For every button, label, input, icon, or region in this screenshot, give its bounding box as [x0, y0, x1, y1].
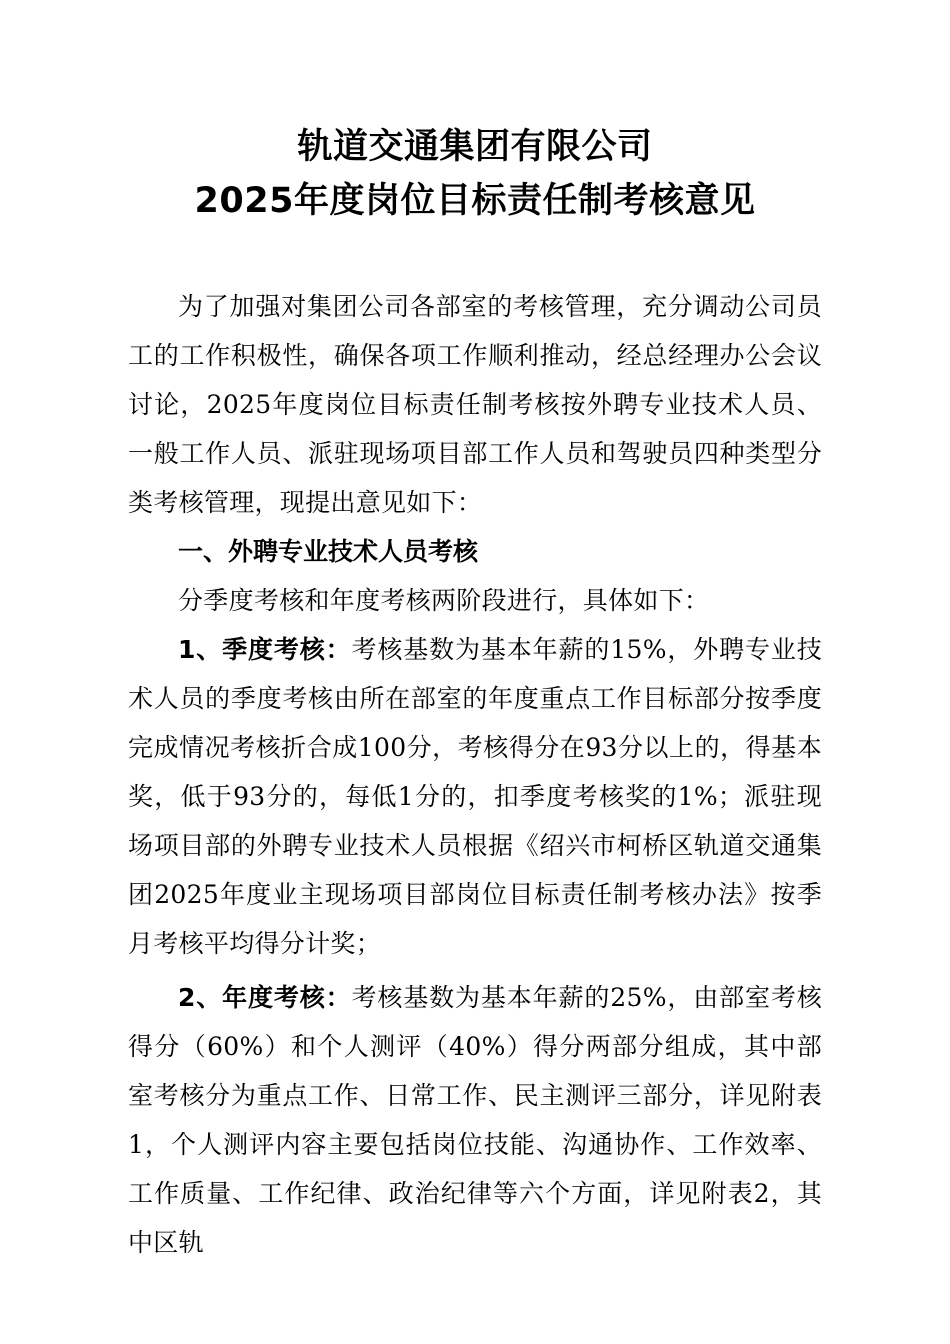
document-title-line1: 轨道交通集团有限公司	[297, 127, 653, 167]
document-title-line2: 2025年度岗位目标责任制考核意见	[194, 181, 756, 221]
item1-paragraph	[128, 625, 822, 968]
section1-intro: 分季度考核和年度考核两阶段进行，具体如下：	[178, 586, 710, 615]
item2-lead: 2、年度考核：	[178, 983, 352, 1012]
item1-lead: 1、季度考核：	[178, 635, 352, 664]
title-block	[128, 120, 822, 228]
item2-paragraph	[128, 973, 822, 1267]
item1-text: 考核基数为基本年薪的15%，外聘专业技术人员的季度考核由所在部室的年度重点工作目标部分按季度完成情况考核折合成100分，考核得分在93分以上的，得基本奖，低于93分的，每低1分的，扣季度考核奖的1%；派驻现场项目部的外聘专业技术人员根据《绍兴市柯桥区轨道交通集团2025年度业主现场项目部岗位目标责任制考核办法》按季月考核平均得分计奖；	[128, 635, 822, 958]
section1-heading: 一、外聘专业技术人员考核	[178, 537, 479, 566]
intro-paragraph: 为了加强对集团公司各部室的考核管理，充分调动公司员工的工作积极性，确保各项工作顺利推动，经总经理办公会议讨论，2025年度岗位目标责任制考核按外聘专业技术人员、一般工作人员、派驻现场项目部工作人员和驾驶员四种类型分类考核管理，现提出意见如下：	[128, 292, 822, 517]
item2-text: 考核基数为基本年薪的25%，由部室考核得分（60%）和个人测评（40%）得分两部分组成，其中部室考核分为重点工作、日常工作、民主测评三部分，详见附表1，个人测评内容主要包括岗位技能、沟通协作、工作效率、工作质量、工作纪律、政治纪律等六个方面，详见附表2，其中区轨	[128, 983, 822, 1257]
